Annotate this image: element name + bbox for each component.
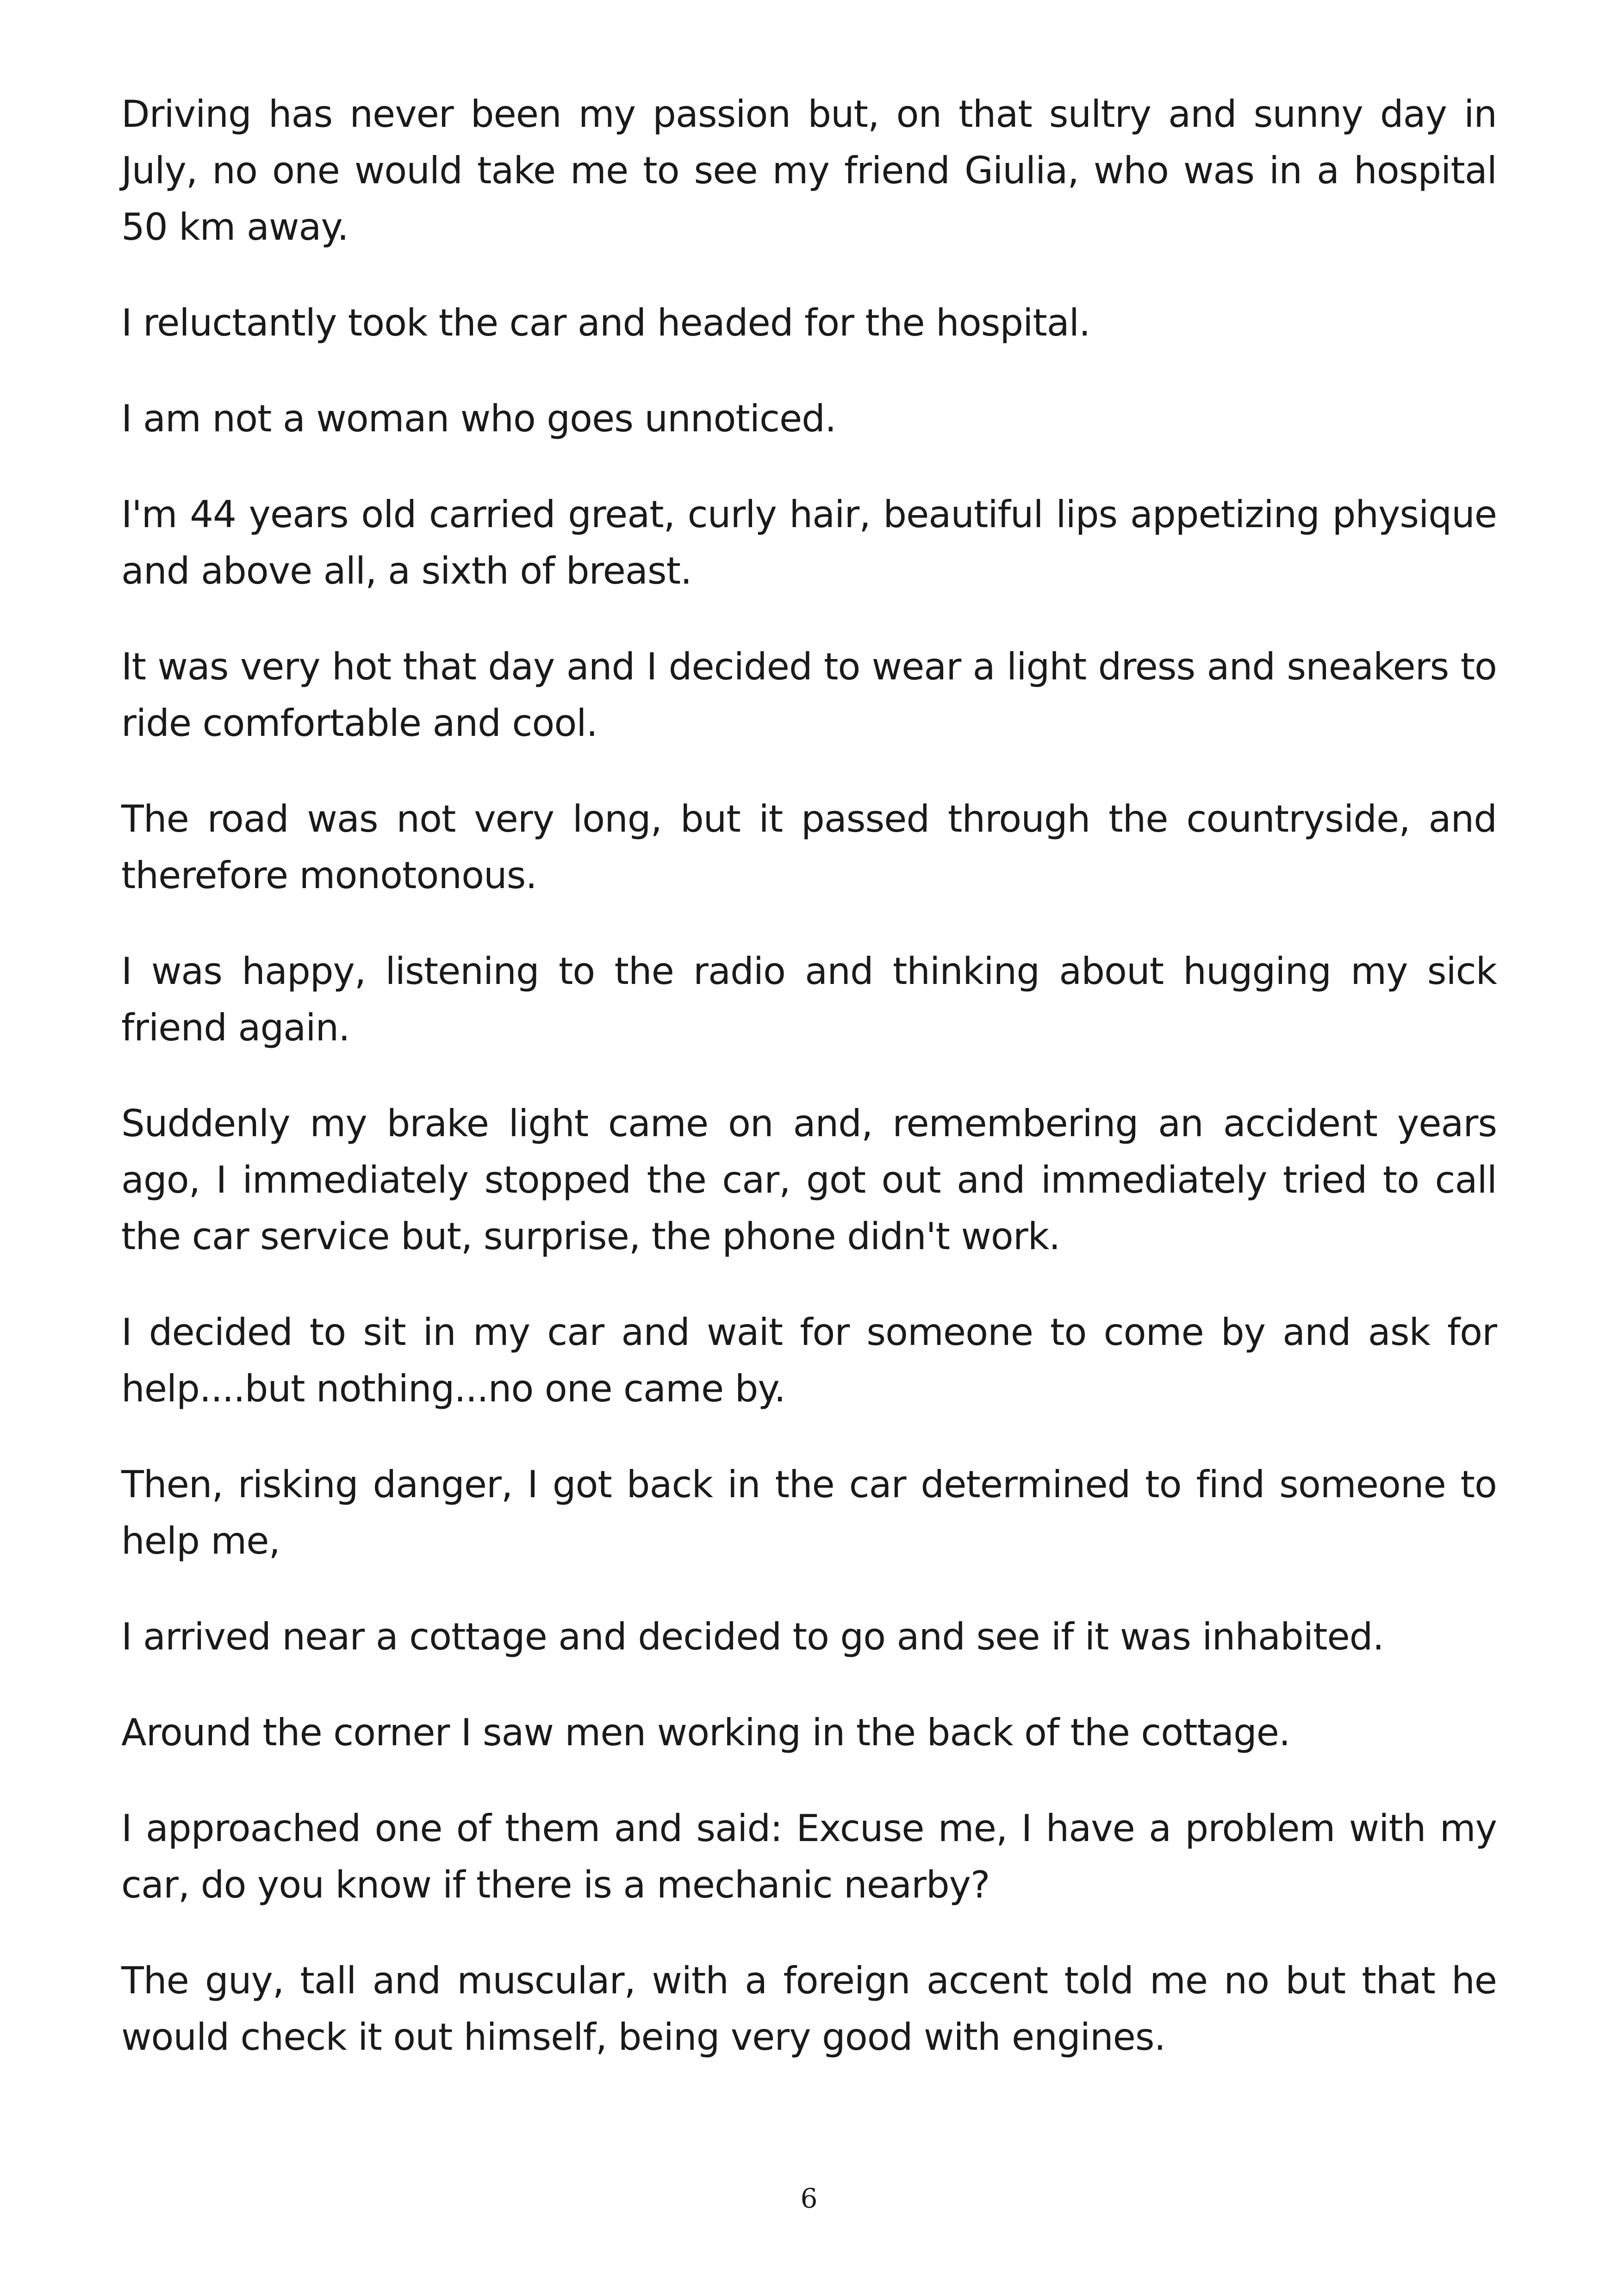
- paragraph: Driving has never been my passion but, on that sultry and sunny day in July, no one would take me to see my friend Giulia, who was in a hospital 50 km away.: [121, 93, 1497, 249]
- paragraph: I approached one of them and said: Excuse me, I have a problem with my car, do you know if there is a mechanic nearby?: [121, 1807, 1497, 1906]
- paragraph: I was happy, listening to the radio and thinking about hugging my sick friend again.: [121, 950, 1497, 1049]
- paragraph: I'm 44 years old carried great, curly hair, beautiful lips appetizing physique and above all, a sixth of breast.: [121, 493, 1497, 592]
- paragraph: Then, risking danger, I got back in the car determined to find someone to help me,: [121, 1463, 1497, 1562]
- paragraph: I reluctantly took the car and headed for the hospital.: [121, 301, 1090, 344]
- paragraph: The guy, tall and muscular, with a foreign accent told me no but that he would check it out himself, being very good with engines.: [121, 1959, 1497, 2059]
- paragraph: I decided to sit in my car and wait for someone to come by and ask for help....but nothing...no one came by.: [121, 1311, 1497, 1410]
- paragraph: I arrived near a cottage and decided to go and see if it was inhabited.: [121, 1615, 1384, 1658]
- paragraph: The road was not very long, but it passed through the countryside, and therefore monotonous.: [121, 797, 1497, 897]
- paragraph: Suddenly my brake light came on and, remembering an accident years ago, I immediately stopped the car, got out and immediately tried to call the car service but, surprise, the phone didn't work.: [121, 1102, 1497, 1258]
- paragraph: Around the corner I saw men working in the back of the cottage.: [121, 1711, 1290, 1754]
- paragraph: It was very hot that day and I decided to wear a light dress and sneakers to ride comfortable and cool.: [121, 645, 1497, 745]
- page-number: 6: [800, 2183, 818, 2214]
- paragraph: I am not a woman who goes unnoticed.: [121, 397, 836, 440]
- body-text: [121, 86, 1497, 2105]
